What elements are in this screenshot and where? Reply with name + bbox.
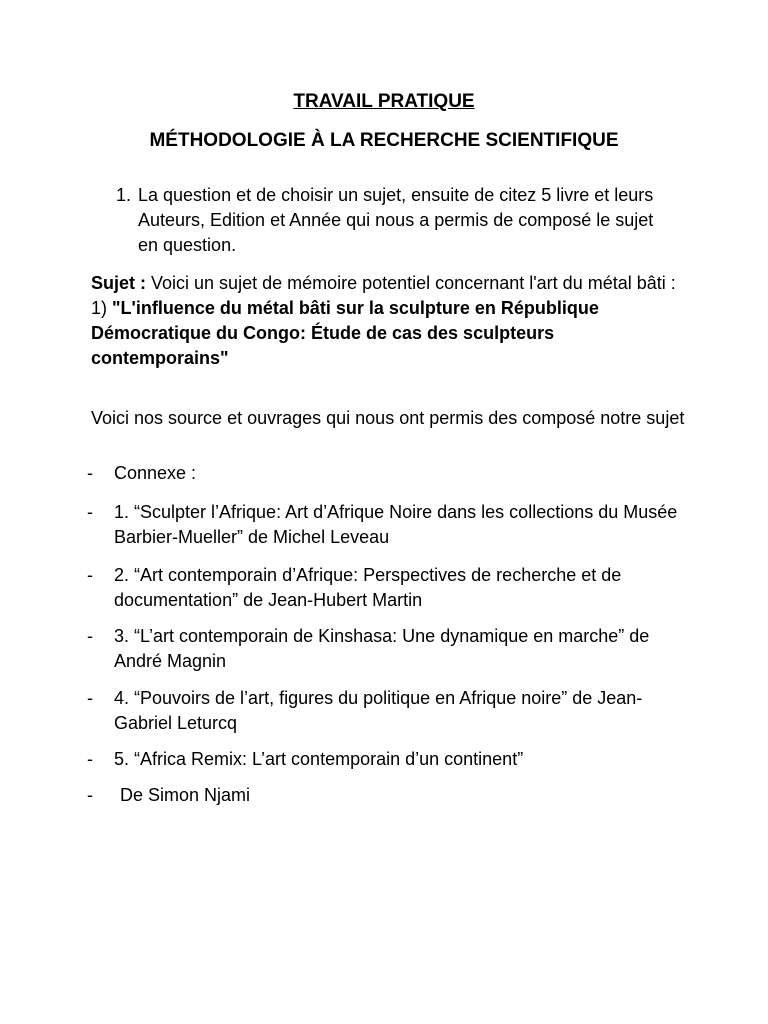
- bullet-dash: -: [87, 626, 93, 646]
- bullet-dash: -: [87, 688, 93, 708]
- bullet-dash: -: [87, 749, 93, 769]
- list-item-text: 3. “L’art contemporain de Kinshasa: Une dynamique en marche” de André Magnin: [114, 626, 650, 671]
- bullet-dash: -: [87, 502, 93, 522]
- question-text: La question et de choisir un sujet, ensuite de citez 5 livre et leurs Auteurs, Edition et Année qui nous a permis de composé le sujet en question.: [138, 185, 654, 255]
- list-item-text: De Simon Njami: [120, 785, 251, 805]
- bullet-dash: -: [87, 565, 93, 585]
- list-item: [87, 624, 687, 674]
- list-item: [87, 563, 687, 613]
- question-item: [116, 183, 676, 258]
- bullet-dash: -: [87, 463, 93, 483]
- list-item-text: 5. “Africa Remix: L’art contemporain d’un continent”: [114, 749, 524, 769]
- list-item-text: 4. “Pouvoirs de l’art, figures du politique en Afrique noire” de Jean-Gabriel Leturcq: [114, 688, 643, 733]
- list-item: [87, 500, 687, 550]
- bullet-dash: -: [87, 785, 93, 805]
- list-item: [87, 686, 687, 736]
- list-item-text: 2. “Art contemporain d’Afrique: Perspectives de recherche et de documentation” de Jean-Hubert Martin: [114, 565, 622, 610]
- sujet-title: "L'influence du métal bâti sur la sculpture en République Démocratique du Congo: Étude de cas des sculpteurs contemporains": [91, 298, 599, 368]
- sources-list: [87, 461, 687, 808]
- list-item-text: 1. “Sculpter l’Afrique: Art d’Afrique Noire dans les collections du Musée Barbier-Mueller” de Michel Leveau: [114, 502, 678, 547]
- list-item-text: Connexe :: [114, 463, 197, 483]
- sujet-paragraph: [91, 271, 691, 371]
- sources-intro: Voici nos source et ouvrages qui nous ont permis des composé notre sujet: [91, 408, 685, 428]
- page-title: TRAVAIL PRATIQUE: [293, 91, 475, 112]
- list-item: [87, 783, 687, 808]
- question-number: 1.: [116, 185, 132, 205]
- list-item: [87, 747, 687, 772]
- sujet-intro: Voici un sujet de mémoire potentiel concernant l'art du métal bâti : 1): [91, 273, 676, 318]
- page-subtitle: MÉTHODOLOGIE À LA RECHERCHE SCIENTIFIQUE: [149, 130, 619, 151]
- list-item: [87, 461, 687, 486]
- sujet-label: Sujet :: [91, 273, 147, 293]
